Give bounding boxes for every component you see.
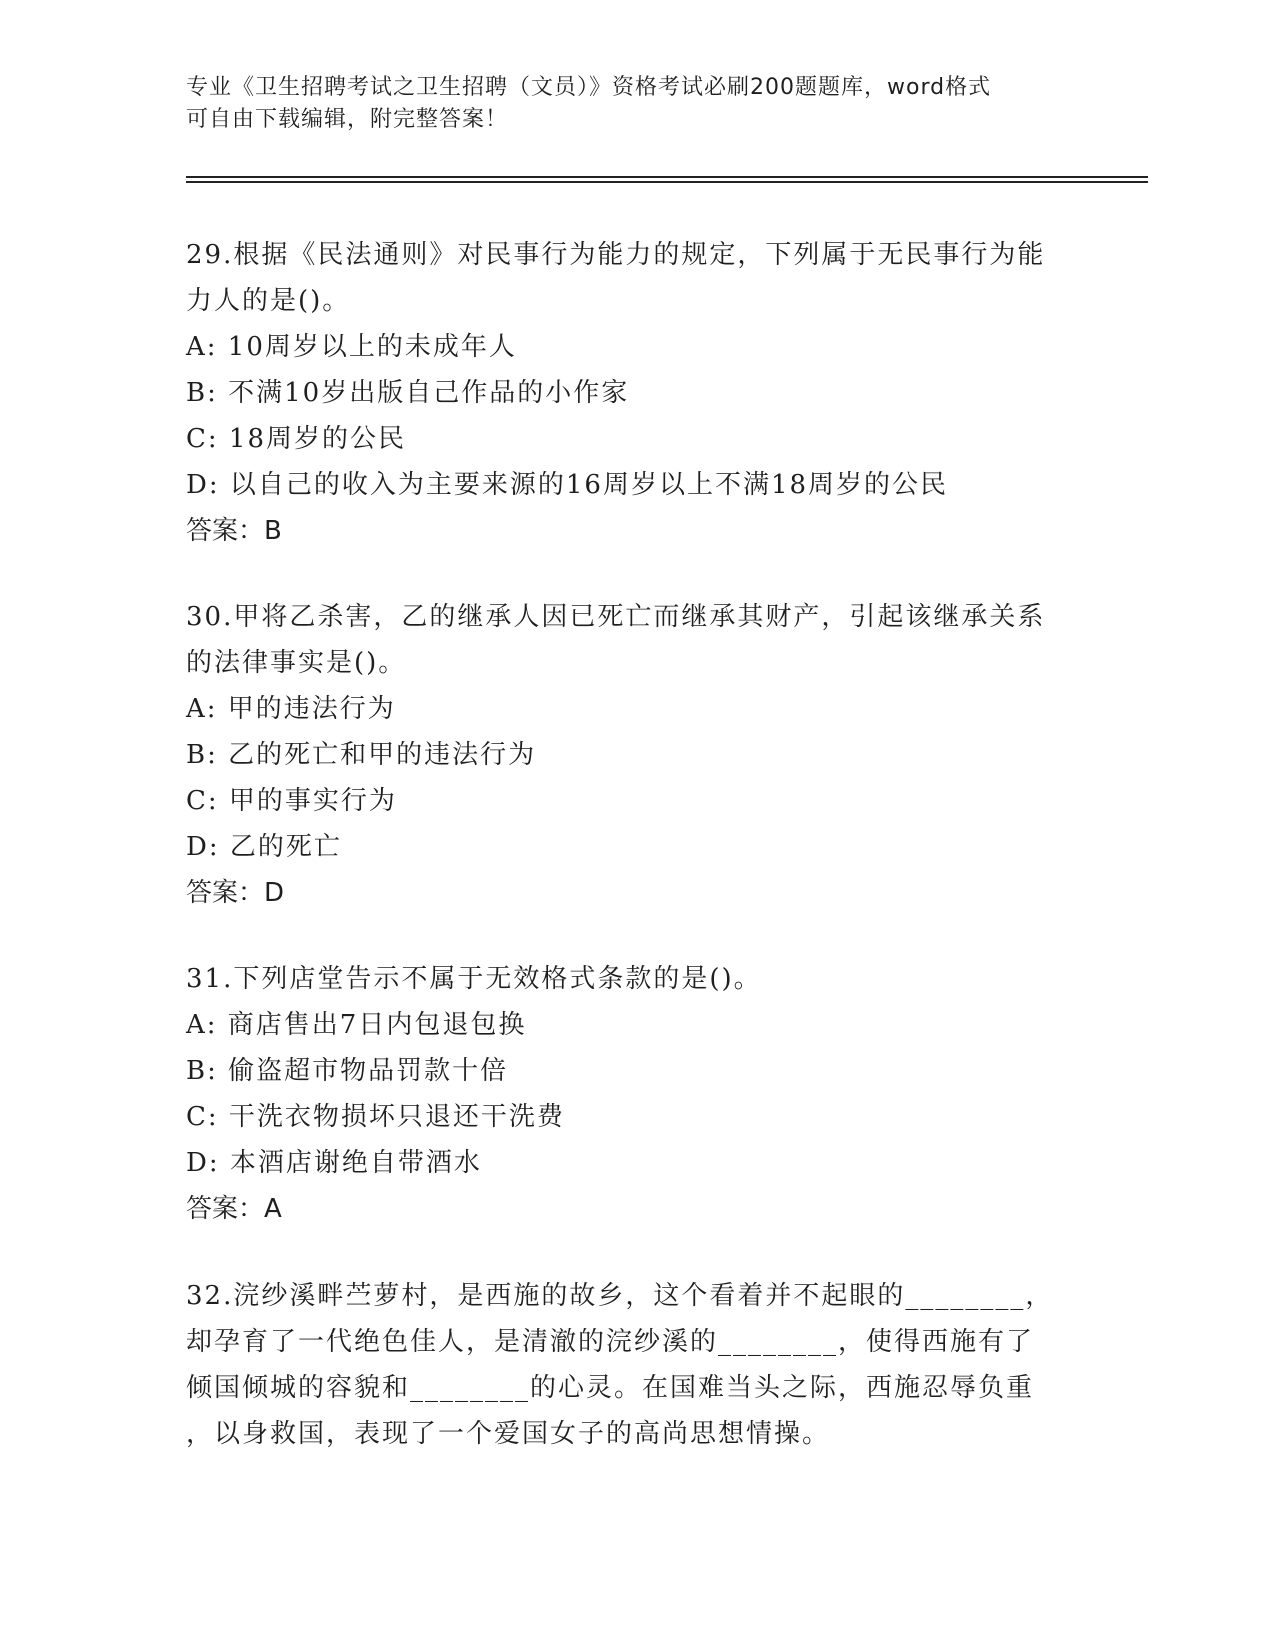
option-b: B: 不满10岁出版自己作品的小作家 bbox=[186, 378, 630, 408]
option-b: B: 乙的死亡和甲的违法行为 bbox=[186, 740, 537, 770]
option-d: D: 乙的死亡 bbox=[186, 832, 342, 862]
question-31 bbox=[186, 956, 1086, 1232]
answer: 答案：A bbox=[186, 1194, 282, 1224]
option-c: C: 18周岁的公民 bbox=[186, 424, 407, 454]
option-d: D: 以自己的收入为主要来源的16周岁以上不满18周岁的公民 bbox=[186, 470, 949, 500]
question-32 bbox=[186, 1273, 1086, 1457]
option-a: A: 商店售出7日内包退包换 bbox=[186, 1010, 527, 1040]
question-29 bbox=[186, 232, 1086, 554]
option-c: C: 干洗衣物损坏只退还干洗费 bbox=[186, 1102, 565, 1132]
question-text-line: 力人的是()。 bbox=[186, 286, 351, 316]
question-text-line: 29.根据《民法通则》对民事行为能力的规定，下列属于无民事行为能 bbox=[186, 240, 1046, 270]
question-text-line: 倾国倾城的容貌和________的心灵。在国难当头之际，西施忍辱负重 bbox=[186, 1373, 1035, 1403]
answer: 答案：B bbox=[186, 516, 282, 546]
question-text-line: ，以身救国，表现了一个爱国女子的高尚思想情操。 bbox=[186, 1419, 831, 1449]
option-b: B: 偷盗超市物品罚款十倍 bbox=[186, 1056, 509, 1086]
header-divider-bottom bbox=[186, 181, 1148, 183]
option-a: A: 10周岁以上的未成年人 bbox=[186, 332, 517, 362]
header-divider-top bbox=[186, 176, 1148, 178]
option-c: C: 甲的事实行为 bbox=[186, 786, 397, 816]
header-line-1: 专业《卫生招聘考试之卫生招聘（文员）》资格考试必刷200题题库，word格式 bbox=[186, 75, 992, 100]
document-header bbox=[186, 72, 1066, 136]
question-30 bbox=[186, 594, 1086, 916]
question-text-line: 却孕育了一代绝色佳人，是清澈的浣纱溪的________，使得西施有了 bbox=[186, 1327, 1035, 1357]
option-d: D: 本酒店谢绝自带酒水 bbox=[186, 1148, 482, 1178]
question-text-line: 32.浣纱溪畔苎萝村，是西施的故乡，这个看着并不起眼的________， bbox=[186, 1281, 1054, 1311]
question-text-line: 31.下列店堂告示不属于无效格式条款的是()。 bbox=[186, 964, 762, 994]
answer: 答案：D bbox=[186, 878, 285, 908]
header-line-2: 可自由下载编辑，附完整答案！ bbox=[186, 107, 509, 132]
question-text-line: 的法律事实是()。 bbox=[186, 648, 407, 678]
question-text-line: 30.甲将乙杀害，乙的继承人因已死亡而继承其财产，引起该继承关系 bbox=[186, 602, 1046, 632]
option-a: A: 甲的违法行为 bbox=[186, 694, 396, 724]
